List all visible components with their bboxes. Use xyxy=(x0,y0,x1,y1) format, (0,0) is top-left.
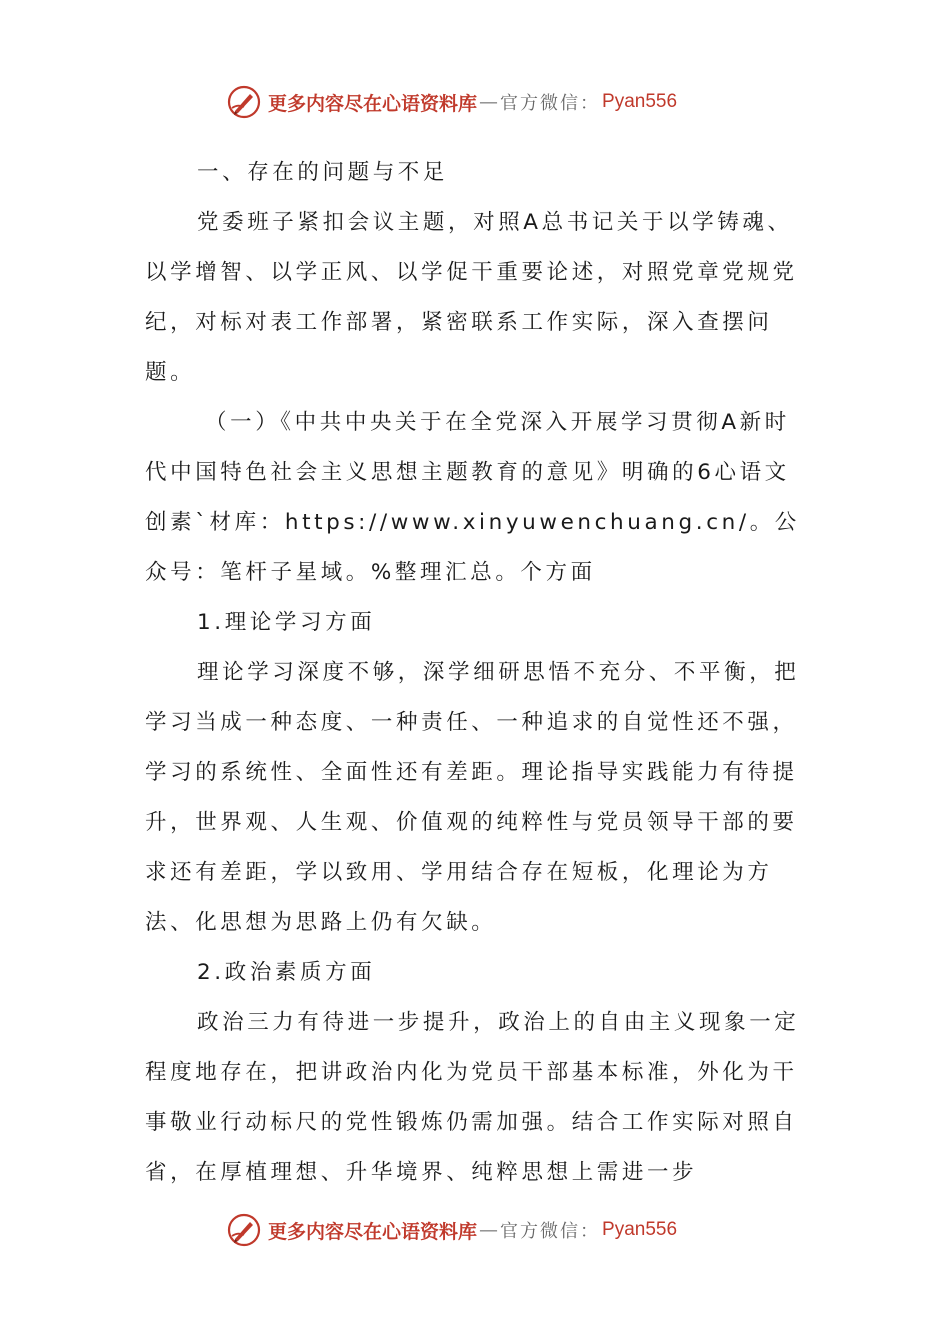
watermark-wechat-id: Pyan556 xyxy=(602,91,678,112)
watermark-main-text: 更多内容尽在心语资料库 xyxy=(268,1220,478,1243)
watermark-wechat-label: 官方微信： xyxy=(500,1221,601,1242)
watermark-main-text: 更多内容尽在心语资料库 xyxy=(268,92,478,115)
subsection-heading: 1.理论学习方面 xyxy=(197,610,376,635)
paragraph: 政治三力有待进一步提升，政治上的自由主义现象一定程度地存在，把讲政治内化为党员干部基本标准，外化为干事敬业行动标尺的党性锻炼仍需加强。结合工作实际对照自省，在厚植理想、升华境界、纯粹思想上需进一步 xyxy=(145,1010,800,1185)
footer-watermark xyxy=(226,1210,677,1250)
document-body xyxy=(145,148,810,1198)
paragraph: 理论学习深度不够，深学细研思悟不充分、不平衡，把学习当成一种态度、一种责任、一种追求的自觉性还不强，学习的系统性、全面性还有差距。理论指导实践能力有待提升，世界观、人生观、价值观的纯粹性与党员领导干部的要求还有差距，学以致用、学用结合存在短板，化理论为方法、化思想为思路上仍有欠缺。 xyxy=(145,660,800,935)
header-watermark xyxy=(226,82,677,122)
section-heading: 一、存在的问题与不足 xyxy=(197,160,449,185)
watermark-wechat-label: 官方微信： xyxy=(500,93,601,114)
watermark-wechat-id: Pyan556 xyxy=(602,1219,678,1240)
pen-logo-icon xyxy=(226,84,262,120)
paragraph: 党委班子紧扣会议主题，对照A总书记关于以学铸魂、以学增智、以学正风、以学促干重要论述，对照党章党规党纪，对标对表工作部署，紧密联系工作实际，深入查摆问题。 xyxy=(145,210,798,385)
watermark-dash: — xyxy=(479,1219,499,1241)
watermark-dash: — xyxy=(479,91,499,113)
pen-logo-icon xyxy=(226,1212,262,1248)
paragraph: （一）《中共中央关于在全党深入开展学习贯彻A新时代中国特色社会主义思想主题教育的意见》明确的6心语文创素`材库：https://www.xinyuwenchuang.cn/。公众号：笔杆子星域。%整理汇总。个方面 xyxy=(145,410,800,585)
subsection-heading: 2.政治素质方面 xyxy=(197,960,376,985)
